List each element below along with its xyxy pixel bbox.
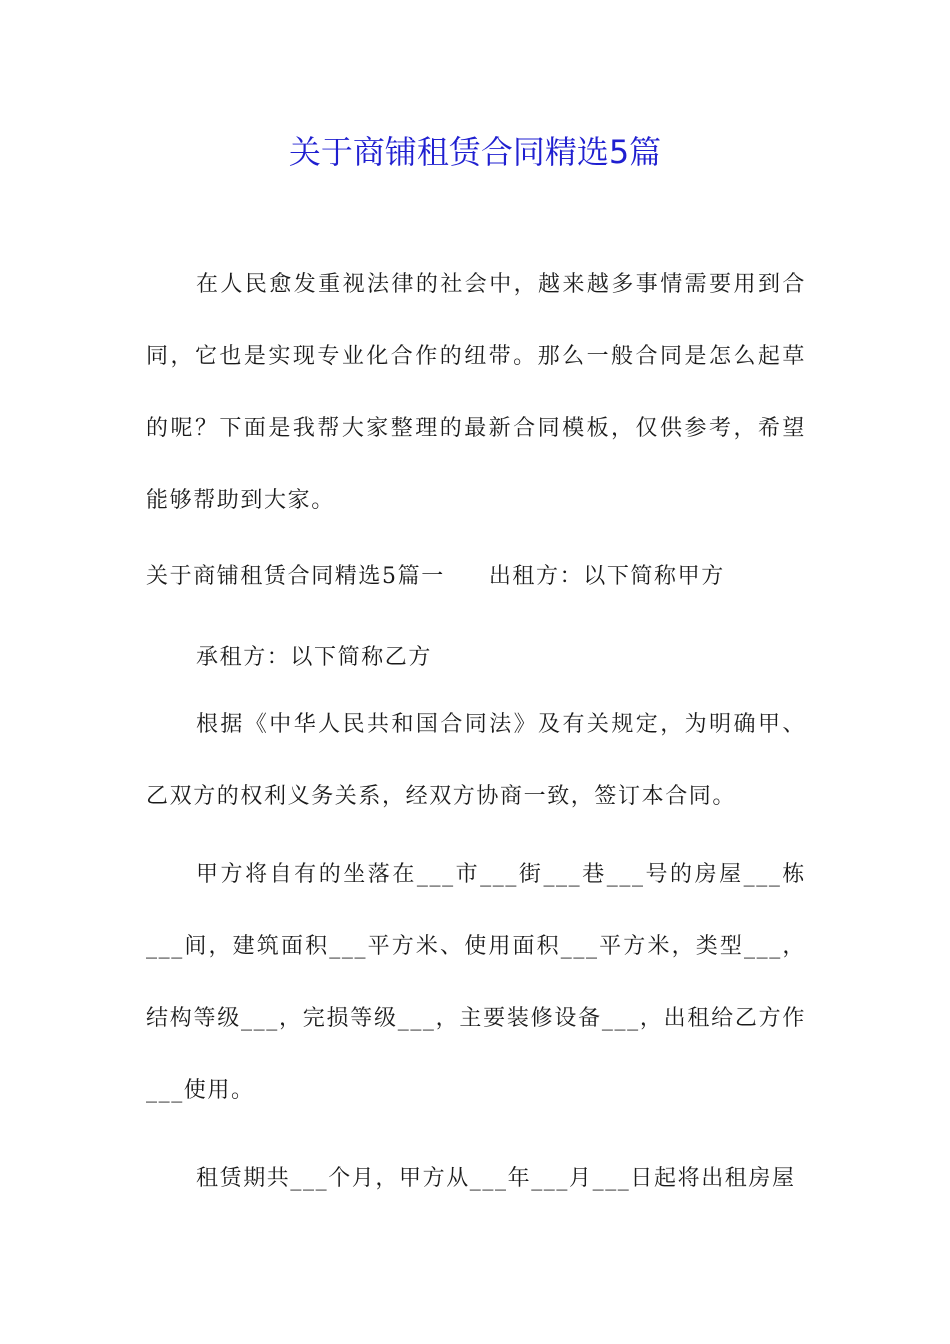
intro-paragraph: 在人民愈发重视法律的社会中，越来越多事情需要用到合同，它也是实现专业化合作的纽带。那么一般合同是怎么起草的呢？下面是我帮大家整理的最新合同模板，仅供参考，希望能够帮助到大家。 <box>146 272 806 513</box>
section-heading: 关于商铺租赁合同精选5篇一 <box>146 564 445 589</box>
document-title: 关于商铺租赁合同精选5篇 <box>288 133 662 171</box>
basis-paragraph: 根据《中华人民共和国合同法》及有关规定，为明确甲、乙双方的权利义务关系，经双方协商一致，签订本合同。 <box>146 712 806 809</box>
term-paragraph: 租赁期共___个月，甲方从___年___月___日起将出租房屋 <box>196 1166 796 1191</box>
lessor-clause: 出租方：以下简称甲方 <box>488 564 725 589</box>
section-heading-line <box>146 541 806 613</box>
lessee-clause: 承租方：以下简称乙方 <box>196 645 433 670</box>
property-paragraph: 甲方将自有的坐落在___市___街___巷___号的房屋___栋___间，建筑面积___平方米、使用面积___平方米，类型___，结构等级___，完损等级___，主要装修设备___，出租给乙方作___使用。 <box>146 862 806 1103</box>
